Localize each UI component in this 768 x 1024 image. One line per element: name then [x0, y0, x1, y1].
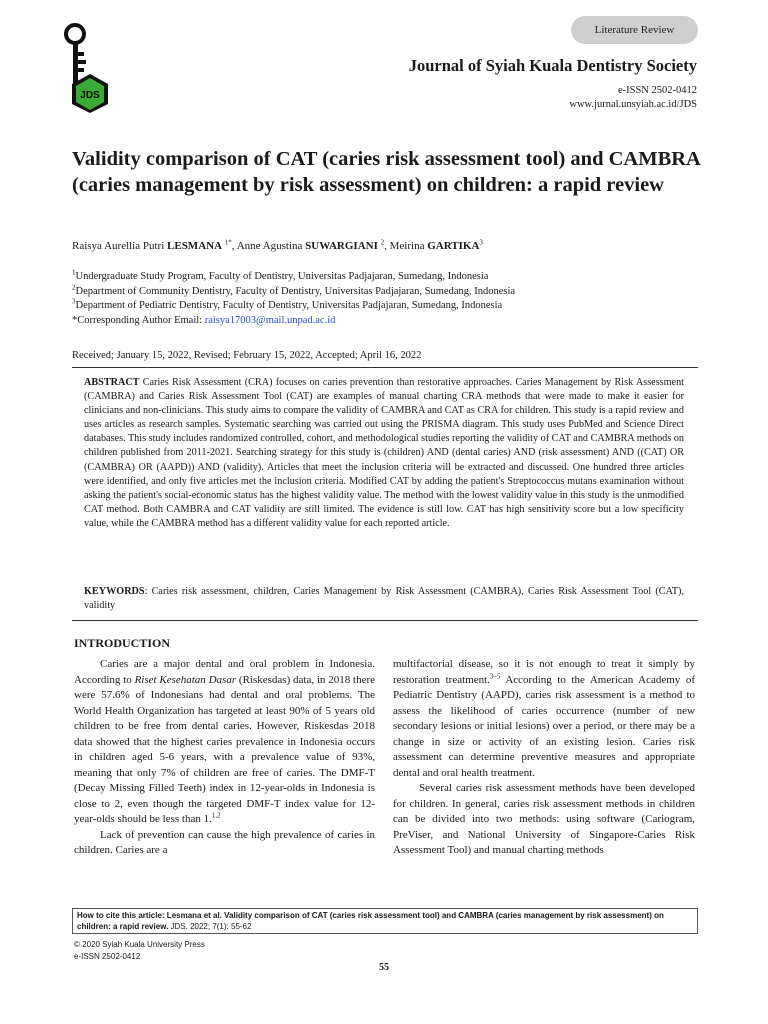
author-family: SUWARGIANI: [305, 240, 378, 252]
author-sup: 1*: [224, 238, 232, 247]
author-list: Raisya Aurellia Putri LESMANA $^{1*}$, Anne Agustina SUWARGIANI $^2$, Meirina GARTIKA$^3$: [72, 238, 483, 252]
keywords: [84, 585, 684, 613]
body-column-right: [393, 657, 695, 859]
section-heading-introduction: INTRODUCTION: [74, 636, 171, 650]
author-sup: 2: [380, 238, 385, 247]
abstract-label: ABSTRACT: [84, 377, 140, 388]
divider: [72, 620, 698, 621]
keywords-text: : Caries risk assessment, children, Caries Management by Risk Assessment (CAMBRA), Caries Risk Assessment Tool (CAT), validity: [84, 586, 684, 612]
citation-ref: JDS. 2022; 7(1): 55-62: [168, 922, 252, 931]
paragraph: multifactorial disease, so it is not enough to treat it simply by restoration treatment.$^{3-5}$ According to the American Academy of Pediatric Dentistry (AAPD), caries risk assessment is a method to assess the likelihood of caries occurrence (number of new secondary lesions or initial lesions) over a period, or there may be a change in size or activity of an existing lesion. Caries risk assessment can determine preventive measures and appropriate dental and oral health treatment.: [393, 658, 696, 779]
journal-meta: [569, 84, 697, 112]
author-family: LESMANA: [167, 240, 223, 252]
affiliations: [72, 270, 515, 328]
article-title: Validity comparison of CAT (caries risk assessment tool) and CAMBRA (caries management by risk assessment) on children: a rapid review: [72, 148, 700, 196]
author-given: Anne Agustina: [236, 240, 303, 252]
received-dates: Received; January 15, 2022, Revised; February 15, 2022, Accepted; April 16, 2022: [72, 350, 422, 361]
paragraph: Several caries risk assessment methods have been developed for children. In general, caries risk assessment methods in children can be divided into two methods: using software (Cariogram, PreViser, and National University of Singapore-Caries Risk Assessment Tool) and manual charting methods: [393, 782, 695, 856]
logo-text: JDS: [80, 90, 100, 101]
journal-name: Journal of Syiah Kuala Dentistry Society: [408, 56, 697, 75]
copyright: © 2020 Syiah Kuala University Press: [74, 940, 205, 949]
divider: [72, 367, 698, 368]
page-number: 55: [379, 962, 389, 973]
email-link[interactable]: raisya17003@mail.unpad.ac.id: [204, 314, 336, 326]
footer-eissn: e-ISSN 2502-0412: [74, 952, 141, 961]
journal-url[interactable]: www.jurnal.unsyiah.ac.id/JDS: [569, 99, 697, 110]
jds-key-logo: [60, 22, 120, 114]
affiliation-item: $^3$Department of Pediatric Dentistry, Faculty of Dentistry, Universitas Padjajaran, Sumedang, Indonesia: [72, 297, 503, 311]
body-column-left: [74, 657, 375, 859]
author-family: GARTIKA: [427, 240, 480, 252]
author-sup: 3: [479, 238, 483, 247]
article-type-badge: Literature Review: [571, 16, 698, 44]
corresponding-author: *Corresponding Author Email: raisya17003@mail.unpad.ac.id: [72, 314, 336, 326]
citation-box: [72, 908, 698, 934]
author-given: Meirina: [389, 240, 425, 252]
footer-copyright: [74, 939, 205, 963]
author-given: Raisya Aurellia Putri: [72, 240, 165, 252]
paragraph: Caries are a major dental and oral problem in Indonesia. According to Riset Kesehatan Dasar (Riskesdas) data, in 2018 there were 57.6% of Indonesians had dental and oral problems. The World Health Organization has targeted at least 90% of 5 years old children to be free from dental caries. However, Riskesdas 2018 data showed that the highest caries prevalence in Indonesia occurs in children aged 5-6 years, with a prevalence value of 93%, meaning that only 7% of children are free of caries. The DMF-T (Decay Missing Filled Teeth) index in 12-year-olds in Indonesia is close to 2, even though the targeted DMF-T index value for 12-year-olds should be less than 1.$^{1,2}$: [74, 658, 376, 825]
abstract-text: Caries Risk Assessment (CRA) focuses on caries prevention than restorative approaches. Caries Management by Risk Assessment (CAMBRA) and Caries Risk Assessment Tool (CAT) are examples of manual charting CRA methods that were made to make it easier for clinicians and non-clinicians. This study aims to compare the validity of CAMBRA and CAT as CRA for children. This study is a rapid review and uses articles as research samples. Systematic searching was carried out using the PRISMA diagram. This study uses PubMed and Science Direct databases. This study includes randomized controlled, cohort, and methodological studies reporting the validity of CAT and CAMBRA methods on children published from 2011-2021. Searching strategy for this study is (children) AND (dental caries) AND (risk assessment) AND ((CAT) OR (CAMBRA) OR (AAPD)) AND (validity). Articles that meet the inclusion criteria will be extracted and discussed. One hundred three articles were identified, and only five articles met the inclusion criteria. Modified CAT by adding the patient's Streptococcus mutans examination without asking the patient's social-economic status has the highest validity value. The method with the lowest validity value in this study is the unmodified CAT method. Both CAMBRA and CAT validity are still limited. The evidence is still low. CAT has high sensitivity score but a low specificity value, while the CAMBRA method has a different validity value for each reported article.: [84, 377, 684, 529]
affiliation-item: $^1$Undergraduate Study Program, Faculty of Dentistry, Universitas Padjajaran, Sumedang, Indonesia: [72, 268, 489, 282]
affiliation-item: $^2$Department of Community Dentistry, Faculty of Dentistry, Universitas Padjajaran, Sumedang, Indonesia: [72, 283, 516, 297]
citation-text: Lesmana et al. Validity comparison of CAT (caries risk assessment tool) and CAMBRA (caries management by risk assessment) on children: a rapid review.: [77, 911, 664, 931]
eissn: e-ISSN 2502-0412: [617, 85, 697, 96]
abstract: [84, 376, 684, 531]
citation-label: How to cite this article:: [77, 911, 165, 920]
keywords-label: KEYWORDS: [84, 586, 145, 597]
paragraph: Lack of prevention can cause the high prevalence of caries in children. Caries are a: [74, 828, 375, 856]
